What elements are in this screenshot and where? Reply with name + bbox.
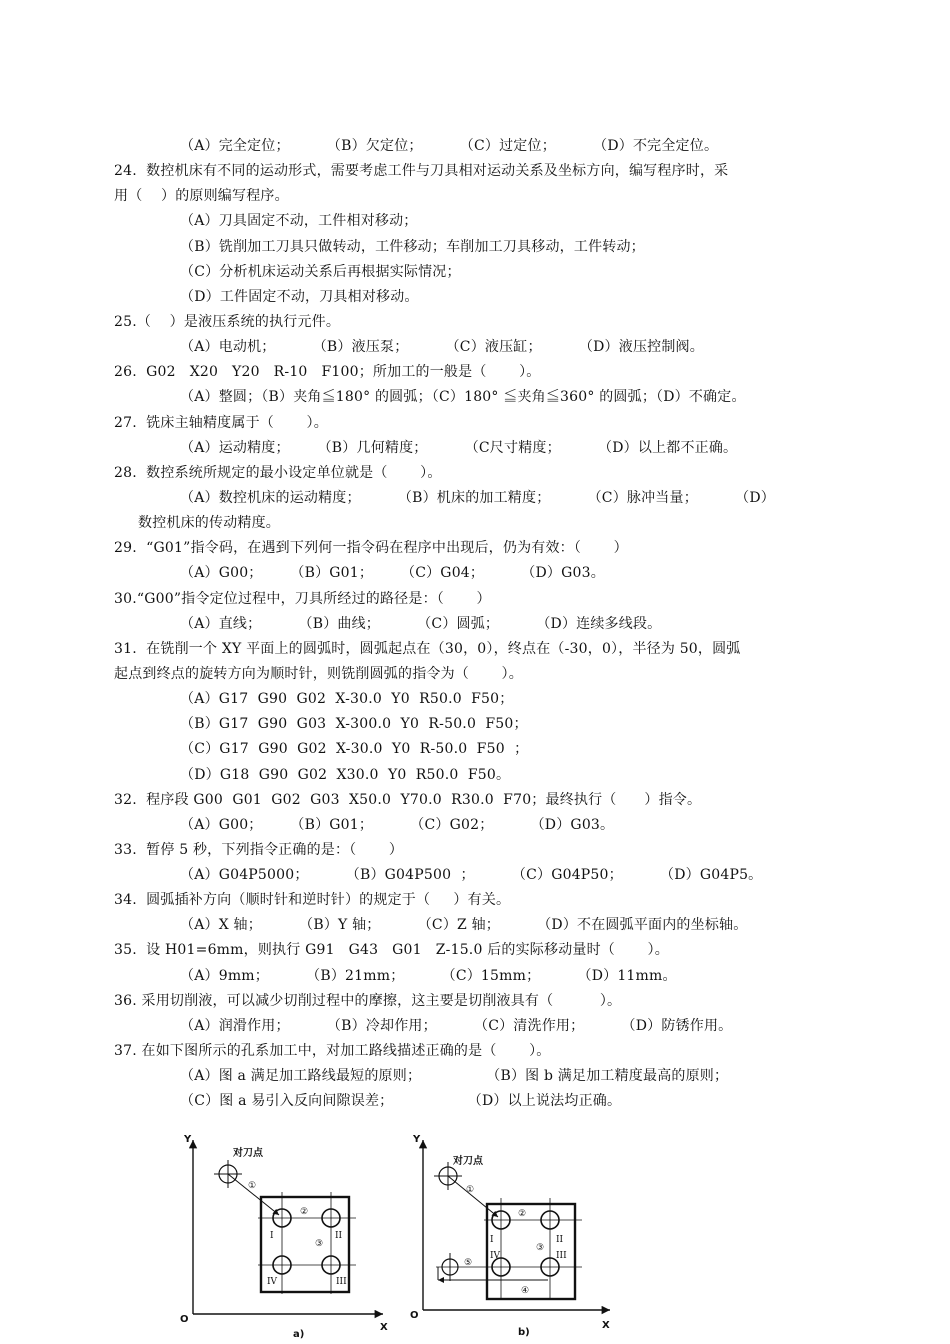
axis-x-label-b: X — [602, 1320, 610, 1331]
caption-b: b) — [518, 1327, 530, 1338]
origin-label-b: O — [410, 1310, 419, 1321]
path-segment-b1 — [448, 1176, 498, 1217]
text-line: 33. 暂停 5 秒，下列指令正确的是：（ ） — [114, 842, 404, 858]
tool-point-label-b: 对刀点 — [453, 1156, 483, 1167]
text-line: 25.（ ）是液压系统的执行元件。 — [114, 314, 341, 330]
svg-text:I: I — [490, 1235, 494, 1245]
svg-text:II: II — [335, 1231, 343, 1241]
axis-y-label-a: Y — [184, 1134, 192, 1145]
text-line: （A）电动机； （B）液压泵； （C）液压缸； （D）液压控制阀。 — [180, 339, 704, 355]
text-line: 数控机床的传动精度。 — [138, 515, 280, 531]
svg-text:III: III — [336, 1277, 347, 1287]
figure-panel-b — [410, 1134, 610, 1338]
text-line: 34. 圆弧插补方向（顺时针和逆时针）的规定于（ ）有关。 — [114, 892, 511, 908]
text-line: （C）图 a 易引入反向间隙误差； （D）以上说法均正确。 — [180, 1093, 622, 1109]
text-line: 35. 设 H01=6mm，则执行 G91 G43 G01 Z-15.0 后的实际移动量时（ ）。 — [114, 942, 669, 958]
figure-panel-a — [180, 1134, 388, 1340]
text-line: （A）9mm； （B）21mm； （C）15mm； （D）11mm。 — [180, 968, 677, 984]
text-line: （D）G18 G90 G02 X30.0 Y0 R50.0 F50。 — [180, 767, 511, 783]
svg-text:①: ① — [248, 1181, 257, 1191]
text-line: 37. 在如下图所示的孔系加工中，对加工路线描述正确的是（ ）。 — [114, 1043, 551, 1059]
axis-x-label-a: X — [380, 1322, 388, 1333]
text-line: （A）G04P5000； （B）G04P500 ； （C）G04P50； （D）G04P5。 — [180, 867, 763, 883]
svg-text:②: ② — [518, 1209, 527, 1219]
text-line: 27. 铣床主轴精度属于（ ）。 — [114, 415, 328, 431]
text-line: （B）G17 G90 G03 X-300.0 Y0 R-50.0 F50； — [180, 716, 528, 732]
text-line: 26. G02 X20 Y20 R-10 F100；所加工的一般是（ ）。 — [114, 364, 541, 380]
text-line: （A）G17 G90 G02 X-30.0 Y0 R50.0 F50； — [180, 691, 514, 707]
text-line: （A）刀具固定不动，工件相对移动； — [180, 213, 418, 229]
svg-text:II: II — [556, 1235, 564, 1245]
svg-text:⑤: ⑤ — [464, 1258, 473, 1268]
text-line: （A）整圆；（B）夹角≦180° 的圆弧；（C）180° ≦夹角≦360° 的圆弧；（D）不确定。 — [180, 389, 746, 405]
svg-text:IV: IV — [490, 1251, 501, 1261]
text-line: （C）G17 G90 G02 X-30.0 Y0 R-50.0 F50 ； — [180, 741, 529, 757]
text-line: 30.“G00”指令定位过程中，刀具所经过的路径是：（ ） — [114, 591, 491, 607]
svg-text:I: I — [270, 1231, 274, 1241]
svg-text:①: ① — [466, 1185, 475, 1195]
text-line: （A）数控机床的运动精度； （B）机床的加工精度； （C）脉冲当量； （D） — [180, 490, 775, 506]
text-line: 31. 在铣削一个 XY 平面上的圆弧时，圆弧起点在（30，0），终点在（-30，0），半径为 50，圆弧 — [114, 641, 741, 657]
text-line: （A）完全定位； （B）欠定位； （C）过定位； （D）不完全定位。 — [180, 138, 719, 154]
text-line: （A）X 轴； （B）Y 轴； （C）Z 轴； （D）不在圆弧平面内的坐标轴。 — [180, 917, 748, 933]
svg-text:③: ③ — [536, 1243, 545, 1253]
text-line: 用（ ）的原则编写程序。 — [114, 188, 289, 204]
text-line: 29. “G01”指令码，在遇到下列何一指令码在程序中出现后，仍为有效：（ ） — [114, 540, 628, 556]
text-line: 28. 数控系统所规定的最小设定单位就是（ ）。 — [114, 465, 442, 481]
origin-label-a: O — [180, 1314, 189, 1325]
text-line: （C）分析机床运动关系后再根据实际情况； — [180, 264, 461, 280]
hole-machining-figure — [178, 1122, 638, 1344]
text-line: （A）G00； （B）G01； （C）G02； （D）G03。 — [180, 817, 615, 833]
tool-point-label-a: 对刀点 — [233, 1148, 263, 1159]
text-line: 32. 程序段 G00 G01 G02 G03 X50.0 Y70.0 R30.0 F70；最终执行（ ）指令。 — [114, 792, 702, 808]
caption-a: a) — [293, 1329, 305, 1340]
text-line: 24. 数控机床有不同的运动形式，需要考虑工件与刀具相对运动关系及坐标方向，编写程序时，采 — [114, 163, 729, 179]
axis-y-label-b: Y — [413, 1134, 421, 1145]
svg-text:④: ④ — [521, 1286, 530, 1296]
text-line: （A）直线； （B）曲线； （C）圆弧； （D）连续多线段。 — [180, 616, 662, 632]
svg-text:③: ③ — [315, 1239, 324, 1249]
text-line: （B）铣削加工刀具只做转动，工件移动；车削加工刀具移动，工件转动； — [180, 239, 645, 255]
text-line: （A）润滑作用； （B）冷却作用； （C）清洗作用； （D）防锈作用。 — [180, 1018, 733, 1034]
svg-text:②: ② — [300, 1207, 309, 1217]
svg-text:III: III — [556, 1251, 567, 1261]
text-line: （A）运动精度； （B）几何精度； （C尺寸精度； （D）以上都不正确。 — [180, 440, 738, 456]
text-line: 起点到终点的旋转方向为顺时针，则铣削圆弧的指令为（ ）。 — [114, 666, 523, 682]
text-line: （A）G00； （B）G01； （C）G04； （D）G03。 — [180, 565, 605, 581]
text-line: （D）工件固定不动，刀具相对移动。 — [180, 289, 419, 305]
text-line: （A）图 a 满足加工路线最短的原则； （B）图 b 满足加工精度最高的原则； — [180, 1068, 729, 1084]
svg-text:IV: IV — [267, 1277, 278, 1287]
text-line: 36. 采用切削液，可以减少切削过程中的摩擦，这主要是切削液具有（ ）。 — [114, 993, 622, 1009]
